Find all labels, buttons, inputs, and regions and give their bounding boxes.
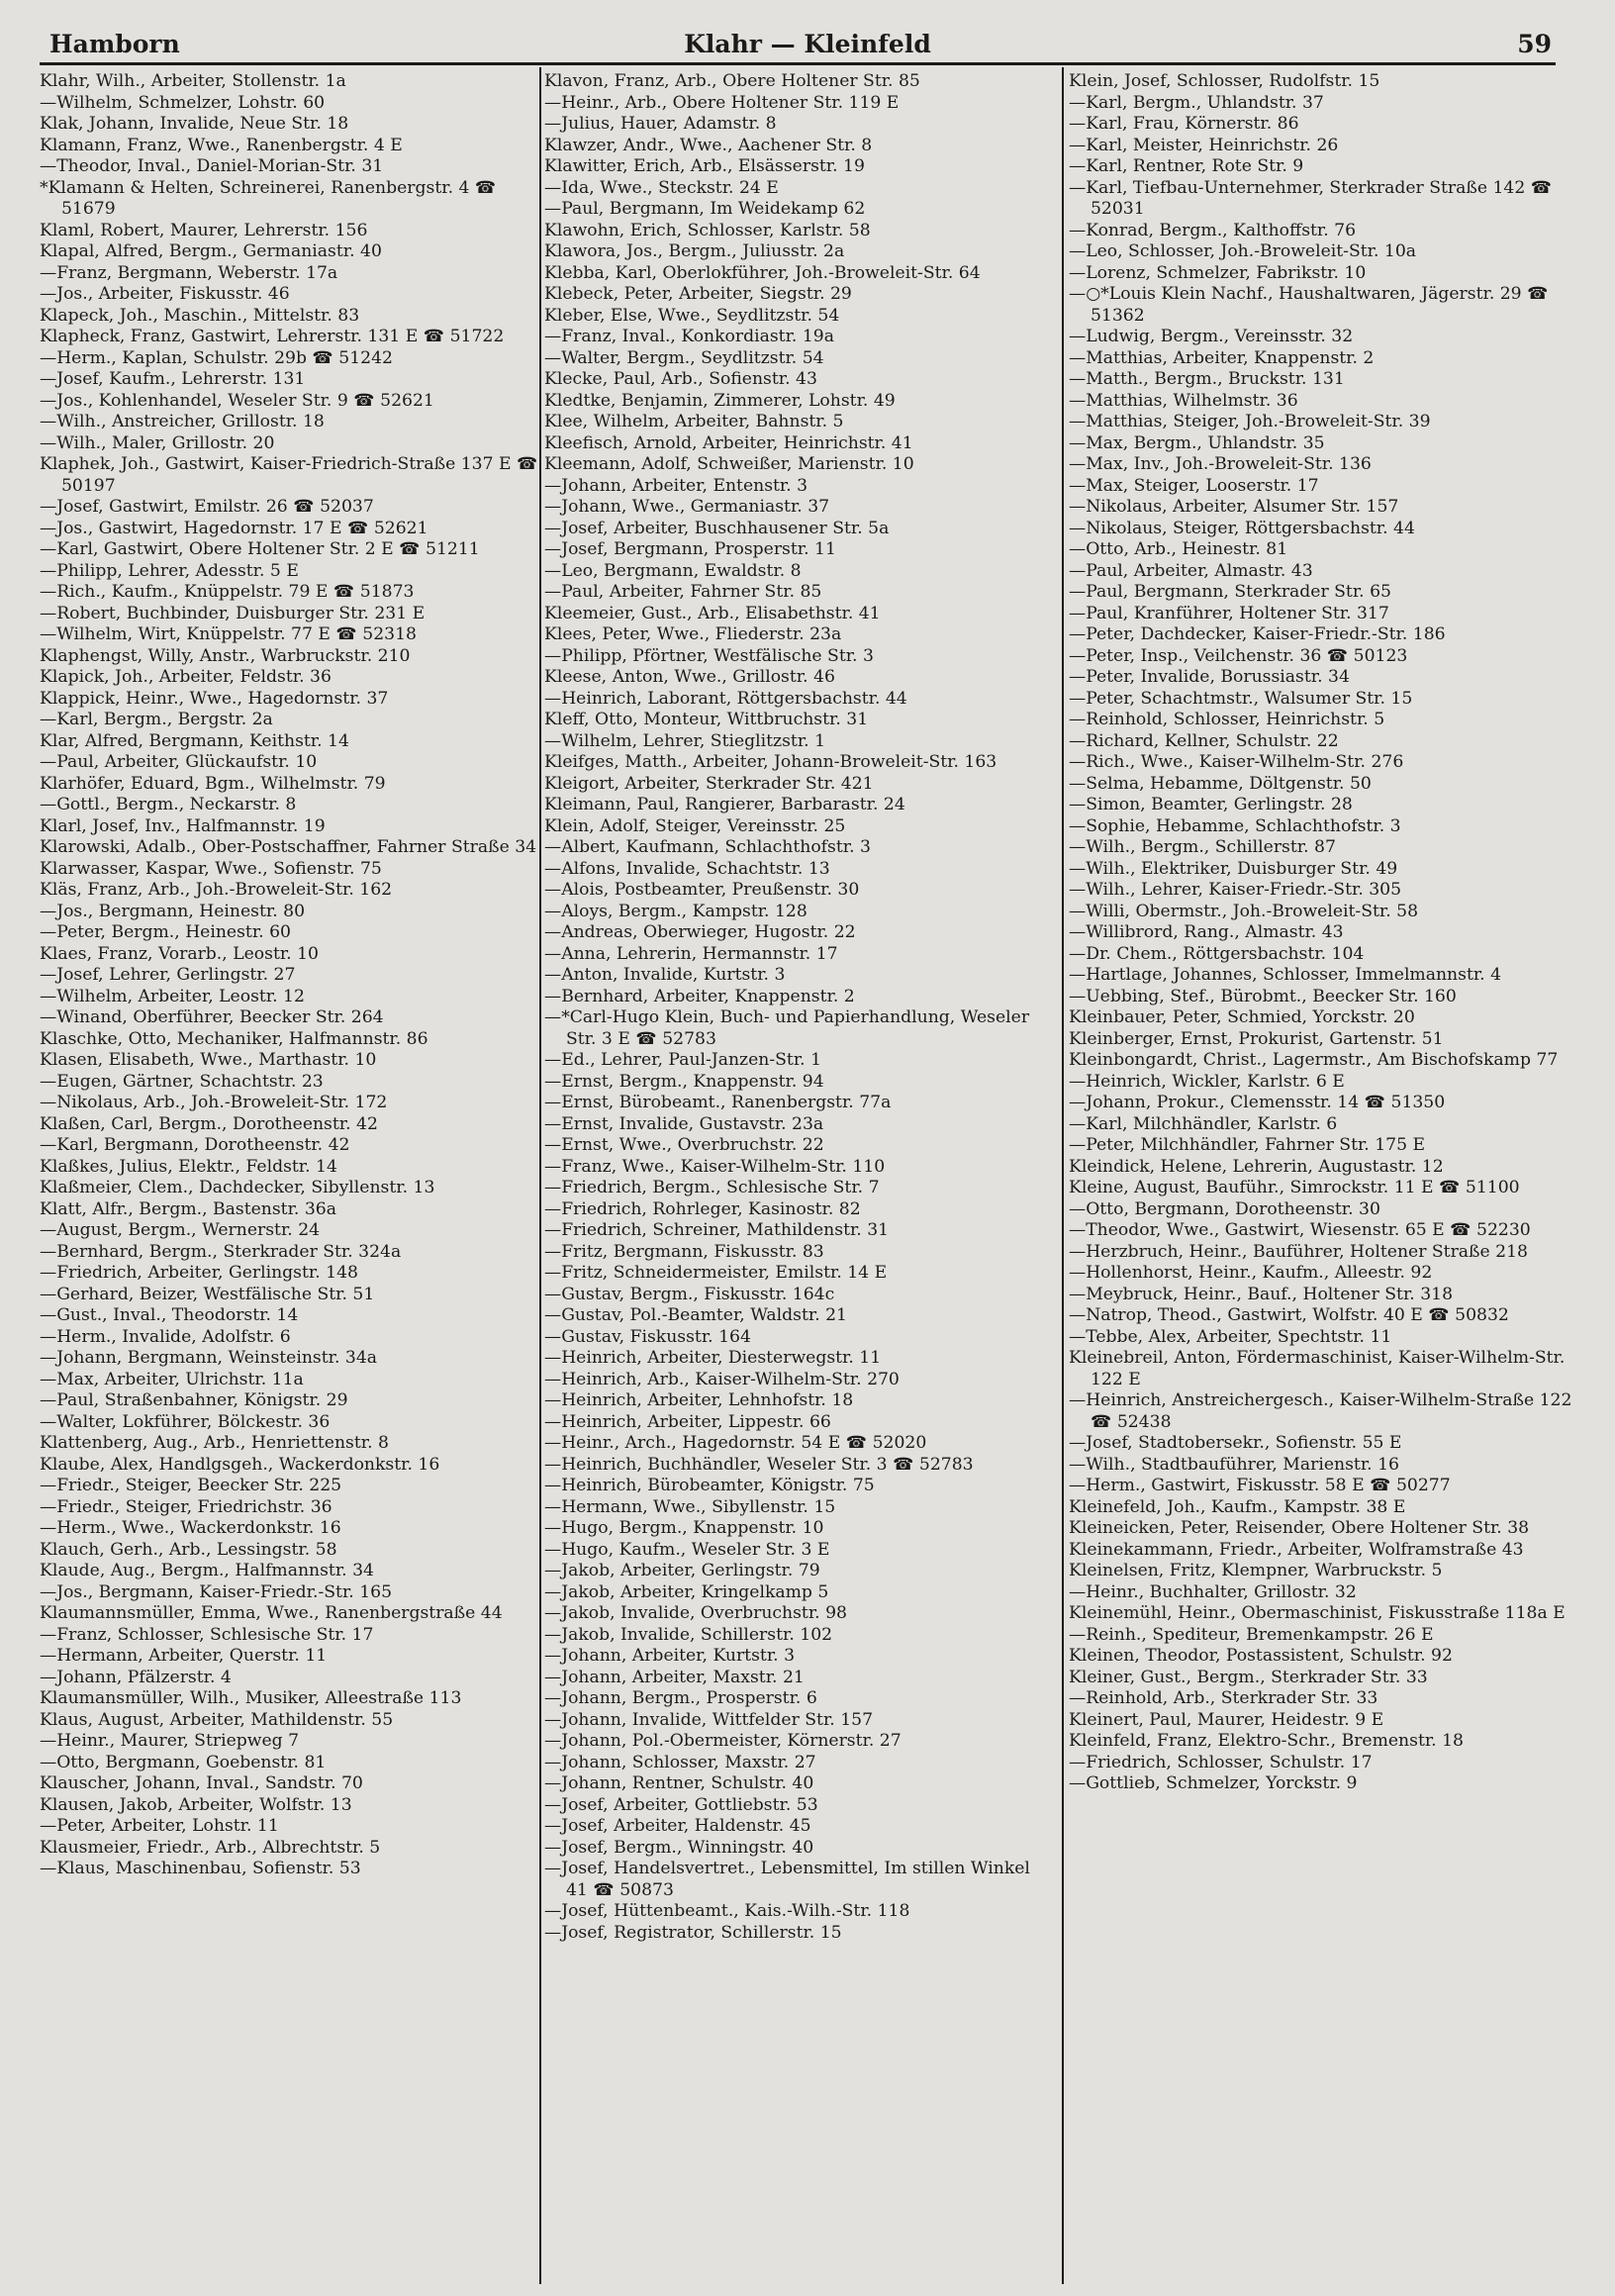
- directory-entry: —Johann, Bergm., Prosperstr. 6: [544, 1688, 817, 1708]
- directory-entry: —Bernhard, Arbeiter, Knappenstr. 2: [544, 986, 855, 1006]
- directory-entry: —Max, Steiger, Looserstr. 17: [1069, 475, 1319, 496]
- directory-entry: —Jos., Gastwirt, Hagedornstr. 17 E ☎ 52621: [40, 518, 428, 538]
- directory-entry: —Friedr., Steiger, Beecker Str. 225: [40, 1476, 342, 1495]
- directory-entry: —Leo, Schlosser, Joh.-Broweleit-Str. 10a: [1069, 241, 1417, 261]
- directory-entry: Klappick, Heinr., Wwe., Hagedornstr. 37: [40, 688, 389, 709]
- directory-entry: —Reinhold, Arb., Sterkrader Str. 33: [1069, 1688, 1378, 1708]
- directory-entry: —Johann, Bergmann, Weinsteinstr. 34a: [40, 1348, 378, 1368]
- directory-entry: —Paul, Bergmann, Sterkrader Str. 65: [1069, 582, 1391, 602]
- directory-entry: —Richard, Kellner, Schulstr. 22: [1069, 730, 1339, 751]
- directory-entry: —Josef, Arbeiter, Haldenstr. 45: [544, 1816, 811, 1836]
- page-number: 59: [1517, 30, 1552, 58]
- directory-entry: Klarwasser, Kaspar, Wwe., Sofienstr. 75: [40, 858, 382, 879]
- directory-entry: —Friedrich, Schlosser, Schulstr. 17: [1069, 1752, 1373, 1772]
- directory-entry: Klapick, Joh., Arbeiter, Feldstr. 36: [40, 667, 332, 687]
- directory-entry: —Jos., Bergmann, Heinestr. 80: [40, 901, 306, 921]
- directory-entry: —Hugo, Kaufm., Weseler Str. 3 E: [544, 1539, 830, 1560]
- directory-entry: —Walter, Lokführer, Bölckestr. 36: [40, 1411, 331, 1432]
- directory-entry: —Heinr., Arch., Hagedornstr. 54 E ☎ 52020: [544, 1433, 927, 1453]
- directory-entry: —Otto, Bergmann, Goebenstr. 81: [40, 1752, 327, 1772]
- directory-entry: —Wilh., Lehrer, Kaiser-Friedr.-Str. 305: [1069, 880, 1402, 900]
- directory-entry: —Leo, Bergmann, Ewaldstr. 8: [544, 560, 802, 581]
- directory-entry: —Peter, Milchhändler, Fahrner Str. 175 E: [1069, 1135, 1426, 1155]
- directory-entry: —Wilhelm, Arbeiter, Leostr. 12: [40, 986, 305, 1006]
- directory-entry: —Heinr., Buchhalter, Grillostr. 32: [1069, 1581, 1357, 1602]
- directory-entry: —Josef, Lehrer, Gerlingstr. 27: [40, 965, 296, 985]
- directory-entry: Klarowski, Adalb., Ober-Postschaffner, Fahrner Straße 34: [40, 837, 537, 857]
- directory-entry: —Gottl., Bergm., Neckarstr. 8: [40, 795, 297, 814]
- directory-entry: Kledtke, Benjamin, Zimmerer, Lohstr. 49: [544, 390, 896, 411]
- directory-entry: Klaßen, Carl, Bergm., Dorotheenstr. 42: [40, 1113, 378, 1134]
- directory-entry: —Paul, Arbeiter, Fahrner Str. 85: [544, 582, 822, 602]
- directory-entry: —Karl, Bergm., Uhlandstr. 37: [1069, 92, 1324, 113]
- directory-entry: —Ernst, Invalide, Gustavstr. 23a: [544, 1113, 824, 1134]
- directory-entry: —Johann, Schlosser, Maxstr. 27: [544, 1752, 816, 1772]
- directory-entry: —Jakob, Invalide, Overbruchstr. 98: [544, 1603, 847, 1623]
- directory-entry: Klaumansmüller, Wilh., Musiker, Alleestraße 113: [40, 1688, 462, 1708]
- directory-entry: Klaes, Franz, Vorarb., Leostr. 10: [40, 943, 319, 964]
- directory-entry: Kleinebreil, Anton, Fördermaschinist, Kaiser-Wilhelm-Str. 122 E: [1069, 1348, 1566, 1389]
- directory-column-2: [544, 71, 1055, 1944]
- directory-entry: Klaphek, Joh., Gastwirt, Kaiser-Friedrich-Straße 137 E ☎ 50197: [40, 454, 538, 496]
- directory-entry: —Alois, Postbeamter, Preußenstr. 30: [544, 880, 860, 900]
- directory-entry: —Selma, Hebamme, Döltgenstr. 50: [1069, 773, 1372, 794]
- directory-entry: Klapeck, Joh., Maschin., Mittelstr. 83: [40, 305, 360, 326]
- directory-entry: —Johann, Pfälzerstr. 4: [40, 1667, 232, 1687]
- directory-entry: Kleemann, Adolf, Schweißer, Marienstr. 10: [544, 454, 914, 474]
- directory-entry: Kleimann, Paul, Rangierer, Barbarastr. 24: [544, 795, 905, 814]
- directory-entry: —Theodor, Wwe., Gastwirt, Wiesenstr. 65 E ☎ 52230: [1069, 1220, 1531, 1240]
- directory-entry: Klamann, Franz, Wwe., Ranenbergstr. 4 E: [40, 135, 403, 155]
- directory-entry: —○*Louis Klein Nachf., Haushaltwaren, Jägerstr. 29 ☎ 51362: [1069, 284, 1549, 326]
- directory-entry: —Anna, Lehrerin, Hermannstr. 17: [544, 943, 838, 964]
- directory-entry: —Hugo, Bergm., Knappenstr. 10: [544, 1518, 824, 1538]
- directory-entry: —Gust., Inval., Theodorstr. 14: [40, 1305, 299, 1325]
- directory-entry: —Herm., Kaplan, Schulstr. 29b ☎ 51242: [40, 347, 393, 368]
- directory-entry: Kleifges, Matth., Arbeiter, Johann-Broweleit-Str. 163: [544, 752, 998, 772]
- directory-entry: —Lorenz, Schmelzer, Fabrikstr. 10: [1069, 262, 1367, 283]
- directory-entry: Klaumannsmüller, Emma, Wwe., Ranenbergstraße 44: [40, 1603, 503, 1623]
- directory-entry: —Hermann, Arbeiter, Querstr. 11: [40, 1646, 328, 1666]
- directory-entry: Klar, Alfred, Bergmann, Keithstr. 14: [40, 730, 349, 751]
- directory-entry: —Gustav, Bergm., Fiskusstr. 164c: [544, 1284, 835, 1304]
- directory-entry: —Simon, Beamter, Gerlingstr. 28: [1069, 795, 1353, 814]
- header-center-range: Klahr — Kleinfeld: [684, 30, 931, 58]
- directory-entry: —Heinr., Arb., Obere Holtener Str. 119 E: [544, 92, 900, 113]
- directory-entry: —Otto, Arb., Heinestr. 81: [1069, 539, 1288, 559]
- directory-entry: —Peter, Bergm., Heinestr. 60: [40, 922, 291, 942]
- directory-entry: —Willibrord, Rang., Almastr. 43: [1069, 922, 1344, 942]
- directory-entry: —Josef, Arbeiter, Buschhausener Str. 5a: [544, 518, 890, 538]
- directory-entry: —Wilh., Maler, Grillostr. 20: [40, 432, 275, 453]
- directory-entry: —Wilh., Stadtbauführer, Marienstr. 16: [1069, 1454, 1399, 1475]
- directory-entry: Klaube, Alex, Handlgsgeh., Wackerdonkstr. 16: [40, 1454, 440, 1475]
- directory-entry: Klausmeier, Friedr., Arb., Albrechtstr. 5: [40, 1837, 381, 1858]
- directory-entry: Kleemeier, Gust., Arb., Elisabethstr. 41: [544, 603, 881, 623]
- directory-entry: —Johann, Wwe., Germaniastr. 37: [544, 497, 830, 517]
- directory-column-3: [1069, 71, 1579, 1795]
- directory-entry: —Ernst, Bürobeamt., Ranenbergstr. 77a: [544, 1093, 892, 1112]
- directory-entry: —Josef, Kaufm., Lehrerstr. 131: [40, 369, 306, 389]
- directory-entry: Klebba, Karl, Oberlokführer, Joh.-Broweleit-Str. 64: [544, 262, 981, 283]
- directory-entry: —Johann, Prokur., Clemensstr. 14 ☎ 51350: [1069, 1093, 1446, 1112]
- directory-entry: Kleber, Else, Wwe., Seydlitzstr. 54: [544, 305, 840, 326]
- directory-entry: —Philipp, Pförtner, Westfälische Str. 3: [544, 645, 874, 666]
- directory-entry: —Hermann, Wwe., Sibyllenstr. 15: [544, 1496, 836, 1517]
- directory-entry: —Herm., Gastwirt, Fiskusstr. 58 E ☎ 50277: [1069, 1476, 1451, 1495]
- directory-column-1: [40, 71, 550, 1880]
- directory-entry: —Walter, Bergm., Seydlitzstr. 54: [544, 347, 824, 368]
- directory-entry: —Hartlage, Johannes, Schlosser, Immelmannstr. 4: [1069, 965, 1502, 985]
- directory-entry: —Josef, Gastwirt, Emilstr. 26 ☎ 52037: [40, 497, 374, 517]
- directory-entry: Klasen, Elisabeth, Wwe., Marthastr. 10: [40, 1050, 377, 1070]
- directory-entry: Kleinberger, Ernst, Prokurist, Gartenstr. 51: [1069, 1028, 1444, 1049]
- directory-entry: Klee, Wilhelm, Arbeiter, Bahnstr. 5: [544, 412, 844, 431]
- directory-entry: —Jakob, Arbeiter, Kringelkamp 5: [544, 1581, 829, 1602]
- directory-entry: Kleine, August, Bauführ., Simrockstr. 11 E ☎ 51100: [1069, 1178, 1520, 1197]
- directory-entry: —Paul, Straßenbahner, Königstr. 29: [40, 1390, 348, 1410]
- directory-entry: —Paul, Arbeiter, Glückaufstr. 10: [40, 752, 318, 772]
- directory-entry: Kläs, Franz, Arb., Joh.-Broweleit-Str. 162: [40, 880, 393, 900]
- directory-entry: Klaßkes, Julius, Elektr., Feldstr. 14: [40, 1156, 337, 1177]
- directory-entry: Klak, Johann, Invalide, Neue Str. 18: [40, 114, 349, 134]
- directory-entry: —Rich., Kaufm., Knüppelstr. 79 E ☎ 51873: [40, 582, 415, 602]
- column-divider: [1062, 67, 1064, 2284]
- directory-entry: —Heinrich, Buchhändler, Weseler Str. 3 ☎ 52783: [544, 1454, 974, 1475]
- directory-entry: Kleiner, Gust., Bergm., Sterkrader Str. 33: [1069, 1667, 1428, 1687]
- directory-entry: —Josef, Hüttenbeamt., Kais.-Wilh.-Str. 118: [544, 1901, 910, 1921]
- directory-entry: —Herzbruch, Heinr., Bauführer, Holtener Straße 218: [1069, 1241, 1528, 1262]
- directory-entry: —Heinrich, Bürobeamter, Königstr. 75: [544, 1476, 875, 1495]
- header-left-town: Hamborn: [49, 30, 180, 58]
- directory-entry: Kleefisch, Arnold, Arbeiter, Heinrichstr. 41: [544, 432, 913, 453]
- directory-entry: Kleinekammann, Friedr., Arbeiter, Wolframstraße 43: [1069, 1539, 1524, 1560]
- directory-entry: —Jakob, Arbeiter, Gerlingstr. 79: [544, 1561, 820, 1580]
- directory-entry: —Karl, Tiefbau-Unternehmer, Sterkrader Straße 142 ☎ 52031: [1069, 177, 1553, 219]
- directory-entry: —Nikolaus, Arbeiter, Alsumer Str. 157: [1069, 497, 1399, 517]
- directory-entry: —Natrop, Theod., Gastwirt, Wolfstr. 40 E ☎ 50832: [1069, 1305, 1509, 1325]
- directory-entry: —Eugen, Gärtner, Schachtstr. 23: [40, 1071, 324, 1092]
- directory-entry: —Matthias, Steiger, Joh.-Broweleit-Str. 39: [1069, 412, 1431, 431]
- directory-entry: —Friedrich, Rohrleger, Kasinostr. 82: [544, 1198, 861, 1219]
- directory-entry: —Ernst, Bergm., Knappenstr. 94: [544, 1071, 824, 1092]
- directory-entry: —Bernhard, Bergm., Sterkrader Str. 324a: [40, 1241, 402, 1262]
- directory-entry: —Josef, Bergm., Winningstr. 40: [544, 1837, 814, 1858]
- directory-entry: Kleinbongardt, Christ., Lagermstr., Am Bischofskamp 77: [1069, 1050, 1559, 1070]
- directory-entry: —Theodor, Inval., Daniel-Morian-Str. 31: [40, 156, 384, 176]
- directory-entry: Klawzer, Andr., Wwe., Aachener Str. 8: [544, 135, 873, 155]
- directory-entry: Klauscher, Johann, Inval., Sandstr. 70: [40, 1773, 363, 1793]
- directory-entry: —Friedr., Steiger, Friedrichstr. 36: [40, 1496, 332, 1517]
- directory-entry: —Rich., Wwe., Kaiser-Wilhelm-Str. 276: [1069, 752, 1404, 772]
- directory-entry: —Wilh., Elektriker, Duisburger Str. 49: [1069, 858, 1398, 879]
- directory-entry: Klaphengst, Willy, Anstr., Warbruckstr. 210: [40, 645, 411, 666]
- directory-entry: —Paul, Bergmann, Im Weidekamp 62: [544, 199, 866, 219]
- directory-entry: —Fritz, Schneidermeister, Emilstr. 14 E: [544, 1263, 888, 1283]
- directory-entry: Kleese, Anton, Wwe., Grillostr. 46: [544, 667, 835, 687]
- directory-entry: —Otto, Bergmann, Dorotheenstr. 30: [1069, 1198, 1380, 1219]
- directory-entry: Kleinfeld, Franz, Elektro-Schr., Bremenstr. 18: [1069, 1731, 1464, 1751]
- directory-entry: —Franz, Schlosser, Schlesische Str. 17: [40, 1624, 374, 1645]
- directory-entry: Klecke, Paul, Arb., Sofienstr. 43: [544, 369, 817, 389]
- directory-entry: —Ed., Lehrer, Paul-Janzen-Str. 1: [544, 1050, 822, 1070]
- directory-entry: —Jos., Arbeiter, Fiskusstr. 46: [40, 284, 290, 304]
- directory-entry: —Heinr., Maurer, Striepweg 7: [40, 1731, 300, 1751]
- directory-entry: —Paul, Kranführer, Holtener Str. 317: [1069, 603, 1389, 623]
- directory-entry: Klaus, August, Arbeiter, Mathildenstr. 55: [40, 1709, 394, 1730]
- directory-entry: —Gustav, Fiskusstr. 164: [544, 1326, 751, 1347]
- directory-entry: —Wilhelm, Schmelzer, Lohstr. 60: [40, 92, 326, 113]
- directory-entry: —Fritz, Bergmann, Fiskusstr. 83: [544, 1241, 824, 1262]
- directory-entry: —August, Bergm., Wernerstr. 24: [40, 1220, 321, 1240]
- directory-entry: —Karl, Frau, Körnerstr. 86: [1069, 114, 1299, 134]
- directory-entry: —Konrad, Bergm., Kalthoffstr. 76: [1069, 220, 1357, 240]
- directory-entry: —Heinrich, Laborant, Röttgersbachstr. 44: [544, 688, 907, 709]
- directory-entry: —Julius, Hauer, Adamstr. 8: [544, 114, 777, 134]
- directory-entry: Klausen, Jakob, Arbeiter, Wolfstr. 13: [40, 1794, 352, 1815]
- directory-entry: Klauch, Gerh., Arb., Lessingstr. 58: [40, 1539, 337, 1560]
- directory-entry: Klaßmeier, Clem., Dachdecker, Sibyllenstr. 13: [40, 1178, 435, 1197]
- directory-entry: Kleinemühl, Heinr., Obermaschinist, Fiskusstraße 118a E: [1069, 1603, 1566, 1623]
- directory-entry: Klaude, Aug., Bergm., Halfmannstr. 34: [40, 1561, 374, 1580]
- directory-entry: —Franz, Inval., Konkordiastr. 19a: [544, 327, 834, 346]
- directory-entry: —Aloys, Bergm., Kampstr. 128: [544, 901, 808, 921]
- directory-entry: —Sophie, Hebamme, Schlachthofstr. 3: [1069, 815, 1401, 836]
- directory-entry: —Franz, Bergmann, Weberstr. 17a: [40, 262, 338, 283]
- directory-entry: —Tebbe, Alex, Arbeiter, Spechtstr. 11: [1069, 1326, 1392, 1347]
- directory-entry: —Johann, Rentner, Schulstr. 40: [544, 1773, 814, 1793]
- directory-entry: —Ernst, Wwe., Overbruchstr. 22: [544, 1135, 824, 1155]
- directory-entry: —*Carl-Hugo Klein, Buch- und Papierhandlung, Weseler Str. 3 E ☎ 52783: [544, 1007, 1030, 1049]
- directory-entry: —Ida, Wwe., Steckstr. 24 E: [544, 177, 779, 198]
- directory-entry: Klawohn, Erich, Schlosser, Karlstr. 58: [544, 220, 871, 240]
- directory-entry: —Nikolaus, Steiger, Röttgersbachstr. 44: [1069, 518, 1415, 538]
- directory-entry: Kleinefeld, Joh., Kaufm., Kampstr. 38 E: [1069, 1496, 1406, 1517]
- directory-entry: —Willi, Obermstr., Joh.-Broweleit-Str. 58: [1069, 901, 1419, 921]
- directory-entry: —Heinrich, Arbeiter, Lehnhofstr. 18: [544, 1390, 854, 1410]
- directory-entry: —Peter, Schachtmstr., Walsumer Str. 15: [1069, 688, 1413, 709]
- directory-entry: —Heinrich, Anstreichergesch., Kaiser-Wilhelm-Straße 122 ☎ 52438: [1069, 1390, 1572, 1432]
- directory-entry: —Johann, Arbeiter, Kurtstr. 3: [544, 1646, 796, 1666]
- directory-entry: —Friedrich, Schreiner, Mathildenstr. 31: [544, 1220, 890, 1240]
- directory-entry: —Max, Inv., Joh.-Broweleit-Str. 136: [1069, 454, 1372, 474]
- directory-entry: Kleigort, Arbeiter, Sterkrader Str. 421: [544, 773, 874, 794]
- directory-entry: —Peter, Arbeiter, Lohstr. 11: [40, 1816, 279, 1836]
- directory-entry: —Heinrich, Wickler, Karlstr. 6 E: [1069, 1071, 1345, 1092]
- directory-entry: —Albert, Kaufmann, Schlachthofstr. 3: [544, 837, 871, 857]
- directory-entry: —Johann, Arbeiter, Entenstr. 3: [544, 475, 808, 496]
- directory-entry: Kleinelsen, Fritz, Klempner, Warbruckstr. 5: [1069, 1561, 1443, 1580]
- directory-entry: —Max, Arbeiter, Ulrichstr. 11a: [40, 1369, 304, 1389]
- directory-entry: —Alfons, Invalide, Schachtstr. 13: [544, 858, 830, 879]
- directory-entry: —Josef, Bergmann, Prosperstr. 11: [544, 539, 836, 559]
- directory-entry: —Reinh., Spediteur, Bremenkampstr. 26 E: [1069, 1624, 1434, 1645]
- directory-entry: —Max, Bergm., Uhlandstr. 35: [1069, 432, 1325, 453]
- directory-entry: —Friedrich, Bergm., Schlesische Str. 7: [544, 1178, 880, 1197]
- directory-entry: Klebeck, Peter, Arbeiter, Siegstr. 29: [544, 284, 852, 304]
- directory-entry: —Reinhold, Schlosser, Heinrichstr. 5: [1069, 710, 1385, 729]
- directory-entry: —Heinrich, Arb., Kaiser-Wilhelm-Str. 270: [544, 1369, 900, 1389]
- directory-entry: Klavon, Franz, Arb., Obere Holtener Str. 85: [544, 71, 920, 91]
- directory-entry: Klapal, Alfred, Bergm., Germaniastr. 40: [40, 241, 382, 261]
- directory-entry: —Karl, Rentner, Rote Str. 9: [1069, 156, 1304, 176]
- directory-entry: Kleineicken, Peter, Reisender, Obere Holtener Str. 38: [1069, 1518, 1530, 1538]
- directory-entry: —Franz, Wwe., Kaiser-Wilhelm-Str. 110: [544, 1156, 886, 1177]
- directory-entry: —Johann, Invalide, Wittfelder Str. 157: [544, 1709, 874, 1730]
- directory-entry: —Karl, Meister, Heinrichstr. 26: [1069, 135, 1339, 155]
- directory-entry: —Dr. Chem., Röttgersbachstr. 104: [1069, 943, 1365, 964]
- directory-entry: Kleinen, Theodor, Postassistent, Schulstr. 92: [1069, 1646, 1453, 1666]
- directory-entry: —Karl, Gastwirt, Obere Holtener Str. 2 E ☎ 51211: [40, 539, 480, 559]
- directory-entry: Klawitter, Erich, Arb., Elsässerstr. 19: [544, 156, 865, 176]
- directory-entry: Klawora, Jos., Bergm., Juliusstr. 2a: [544, 241, 845, 261]
- directory-entry: —Matth., Bergm., Bruckstr. 131: [1069, 369, 1345, 389]
- directory-entry: —Johann, Pol.-Obermeister, Körnerstr. 27: [544, 1731, 902, 1751]
- directory-entry: —Nikolaus, Arb., Joh.-Broweleit-Str. 172: [40, 1093, 388, 1112]
- directory-entry: Kleinbauer, Peter, Schmied, Yorckstr. 20: [1069, 1007, 1415, 1027]
- directory-entry: —Peter, Dachdecker, Kaiser-Friedr.-Str. 186: [1069, 624, 1446, 644]
- header-rule: [40, 62, 1556, 65]
- directory-entry: —Karl, Milchhändler, Karlstr. 6: [1069, 1113, 1338, 1134]
- directory-entry: Klaml, Robert, Maurer, Lehrerstr. 156: [40, 220, 368, 240]
- directory-entry: —Andreas, Oberwieger, Hugostr. 22: [544, 922, 856, 942]
- directory-entry: —Jakob, Invalide, Schillerstr. 102: [544, 1624, 833, 1645]
- directory-entry: —Anton, Invalide, Kurtstr. 3: [544, 965, 786, 985]
- directory-entry: —Herm., Invalide, Adolfstr. 6: [40, 1326, 291, 1347]
- directory-entry: Klein, Josef, Schlosser, Rudolfstr. 15: [1069, 71, 1380, 91]
- directory-entry: Klees, Peter, Wwe., Fliederstr. 23a: [544, 624, 842, 644]
- directory-entry: *Klamann & Helten, Schreinerei, Ranenbergstr. 4 ☎ 51679: [40, 177, 497, 219]
- directory-entry: —Paul, Arbeiter, Almastr. 43: [1069, 560, 1313, 581]
- directory-entry: —Winand, Oberführer, Beecker Str. 264: [40, 1007, 384, 1027]
- directory-entry: —Jos., Bergmann, Kaiser-Friedr.-Str. 165: [40, 1581, 393, 1602]
- directory-entry: —Gustav, Pol.-Beamter, Waldstr. 21: [544, 1305, 847, 1325]
- directory-entry: Kleinert, Paul, Maurer, Heidestr. 9 E: [1069, 1709, 1384, 1730]
- directory-entry: —Josef, Registrator, Schillerstr. 15: [544, 1922, 842, 1943]
- directory-entry: Kleff, Otto, Monteur, Wittbruchstr. 31: [544, 710, 869, 729]
- directory-entry: Klahr, Wilh., Arbeiter, Stollenstr. 1a: [40, 71, 346, 91]
- directory-entry: —Philipp, Lehrer, Adesstr. 5 E: [40, 560, 299, 581]
- directory-entry: Klarl, Josef, Inv., Halfmannstr. 19: [40, 815, 326, 836]
- directory-entry: —Heinrich, Arbeiter, Lippestr. 66: [544, 1411, 831, 1432]
- directory-entry: —Jos., Kohlenhandel, Weseler Str. 9 ☎ 52621: [40, 390, 434, 411]
- directory-entry: —Gottlieb, Schmelzer, Yorckstr. 9: [1069, 1773, 1358, 1793]
- directory-entry: —Hollenhorst, Heinr., Kaufm., Alleestr. 92: [1069, 1263, 1433, 1283]
- directory-entry: —Wilh., Bergm., Schillerstr. 87: [1069, 837, 1336, 857]
- directory-entry: —Meybruck, Heinr., Bauf., Holtener Str. 318: [1069, 1284, 1454, 1304]
- directory-entry: —Wilh., Anstreicher, Grillostr. 18: [40, 412, 325, 431]
- directory-entry: —Gerhard, Beizer, Westfälische Str. 51: [40, 1284, 375, 1304]
- directory-entry: —Wilhelm, Wirt, Knüppelstr. 77 E ☎ 52318: [40, 624, 417, 644]
- directory-entry: —Klaus, Maschinenbau, Sofienstr. 53: [40, 1859, 361, 1878]
- directory-entry: —Peter, Invalide, Borussiastr. 34: [1069, 667, 1350, 687]
- directory-entry: —Herm., Wwe., Wackerdonkstr. 16: [40, 1518, 341, 1538]
- directory-entry: Kleindick, Helene, Lehrerin, Augustastr. 12: [1069, 1156, 1444, 1177]
- directory-entry: —Matthias, Arbeiter, Knappenstr. 2: [1069, 347, 1375, 368]
- directory-entry: —Josef, Stadtobersekr., Sofienstr. 55 E: [1069, 1433, 1402, 1453]
- directory-entry: —Karl, Bergmann, Dorotheenstr. 42: [40, 1135, 350, 1155]
- directory-entry: Klarhöfer, Eduard, Bgm., Wilhelmstr. 79: [40, 773, 386, 794]
- directory-entry: —Josef, Handelsvertret., Lebensmittel, Im stillen Winkel 41 ☎ 50873: [544, 1859, 1030, 1900]
- directory-entry: —Heinrich, Arbeiter, Diesterwegstr. 11: [544, 1348, 882, 1368]
- directory-entry: —Karl, Bergm., Bergstr. 2a: [40, 710, 273, 729]
- directory-entry: —Uebbing, Stef., Bürobmt., Beecker Str. 160: [1069, 986, 1457, 1006]
- directory-entry: Klapheck, Franz, Gastwirt, Lehrerstr. 131 E ☎ 51722: [40, 327, 505, 346]
- directory-entry: Klein, Adolf, Steiger, Vereinsstr. 25: [544, 815, 846, 836]
- directory-entry: Klattenberg, Aug., Arb., Henriettenstr. 8: [40, 1433, 389, 1453]
- directory-entry: —Peter, Insp., Veilchenstr. 36 ☎ 50123: [1069, 645, 1408, 666]
- directory-entry: —Johann, Arbeiter, Maxstr. 21: [544, 1667, 805, 1687]
- directory-entry: —Matthias, Wilhelmstr. 36: [1069, 390, 1298, 411]
- directory-entry: —Josef, Arbeiter, Gottliebstr. 53: [544, 1794, 818, 1815]
- directory-entry: —Robert, Buchbinder, Duisburger Str. 231 E: [40, 603, 426, 623]
- directory-entry: —Wilhelm, Lehrer, Stieglitzstr. 1: [544, 730, 826, 751]
- directory-entry: Klaschke, Otto, Mechaniker, Halfmannstr. 86: [40, 1028, 428, 1049]
- directory-entry: —Ludwig, Bergm., Vereinsstr. 32: [1069, 327, 1354, 346]
- directory-entry: Klatt, Alfr., Bergm., Bastenstr. 36a: [40, 1198, 336, 1219]
- directory-entry: —Friedrich, Arbeiter, Gerlingstr. 148: [40, 1263, 358, 1283]
